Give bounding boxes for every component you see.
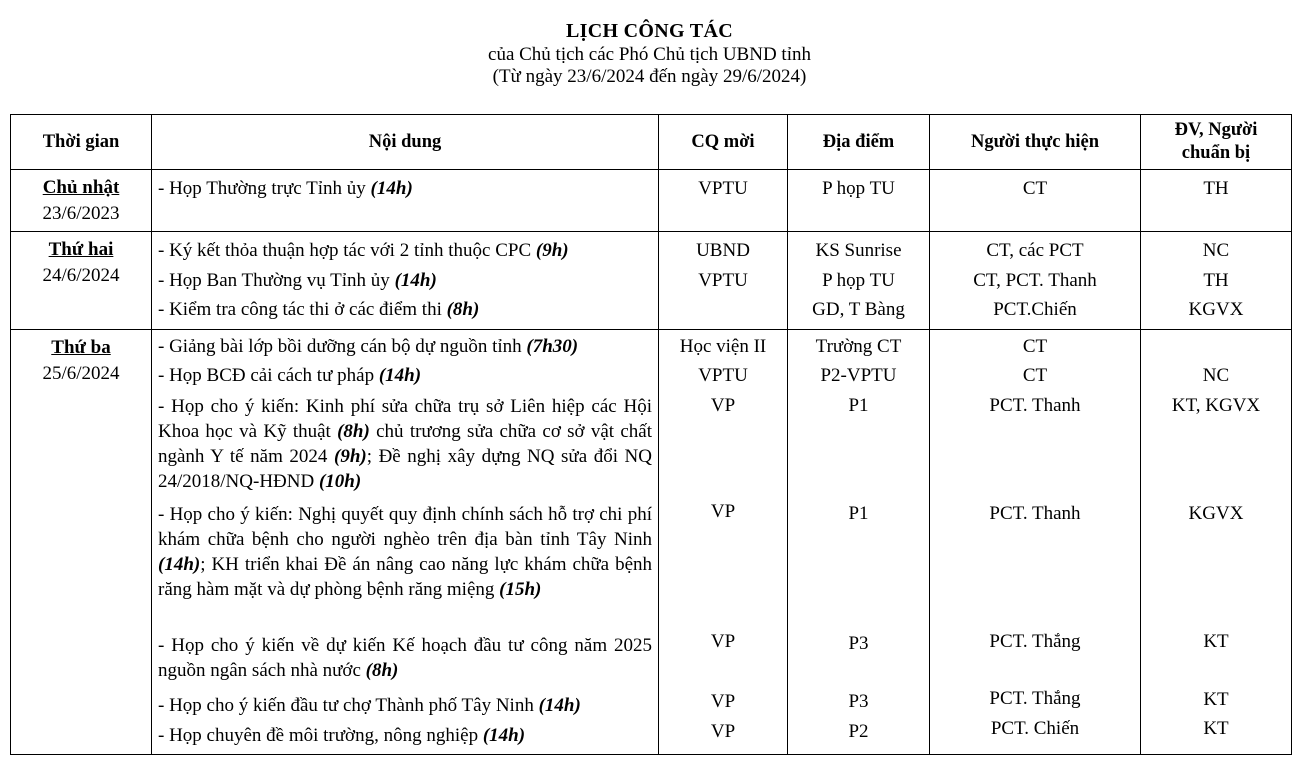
day-cell [11,232,152,330]
col-prep-header-line1: ĐV, Người [1174,120,1258,140]
prep-cell [1141,329,1292,754]
prep-value: KT [1203,717,1229,739]
task-time: (9h) [535,240,569,261]
document-header [0,0,1299,88]
prep-value: NC [1202,240,1230,261]
task-text: - Họp cho ý kiến về dự kiến Kế hoạch đầu tư công năm 2025 nguồn ngân sách nhà nước [158,634,652,681]
col-content-header: Nội dung [152,115,659,170]
prep-value: KGVX [1188,299,1244,320]
prep-value: TH [1203,269,1229,291]
location-value: P họp TU [822,269,895,291]
location-value: P3 [848,632,869,654]
task-text: - Họp cho ý kiến: Nghị quyết quy định chính sách hỗ trợ chi phí khám chữa bệnh cho người nghèo trên địa bàn tỉnh Tây Ninh [158,503,652,550]
task-item [158,266,652,296]
location-value: P họp TU [822,178,895,199]
performer-value: CT, PCT. Thanh [973,269,1097,291]
performer-value: PCT. Thắng [989,687,1081,709]
location-value: GD, T Bàng [812,299,905,320]
location-value: KS Sunrise [815,240,902,261]
inviter-value: VP [710,720,736,742]
inviter-cell [659,232,788,330]
task-time: (10h) [318,470,362,492]
day-name: Thứ ba [51,336,111,358]
document-subtitle: của Chủ tịch các Phó Chủ tịch UBND tỉnh [488,44,811,65]
inviter-value: VPTU [698,365,748,386]
task-item [158,295,652,325]
performer-value: CT, các PCT [986,240,1084,261]
location-value: P2 [848,720,869,742]
location-value: P1 [848,502,869,524]
task-time: (14h) [394,269,437,291]
performer-value: PCT. Chiến [990,717,1080,739]
performer-value: CT [1022,335,1048,357]
task-time: (8h) [365,659,399,681]
col-performer-header: Người thực hiện [930,115,1141,170]
task-text: - Họp Ban Thường vụ Tỉnh ủy [158,269,395,291]
inviter-value [665,295,781,325]
day-date: 25/6/2024 [42,362,120,384]
task-item [158,391,652,499]
col-prep-header-line2: chuẩn bị [1181,143,1251,163]
task-time: (14h) [378,365,422,386]
inviter-value: VP [710,500,736,522]
task-time: (8h) [337,420,370,442]
col-location-header: Địa điểm [788,115,930,170]
prep-value: KT [1203,688,1229,710]
location-value: P2-VPTU [820,365,897,386]
content-cell [152,329,659,754]
performer-value: PCT. Thanh [989,502,1081,524]
prep-value: TH [1203,178,1229,199]
day-row-monday [11,232,1292,330]
task-time: (14h) [158,553,201,575]
task-text: - Họp BCĐ cải cách tư pháp [158,365,379,386]
task-time: (15h) [499,578,542,600]
task-item [158,690,652,720]
task-text: - Họp cho ý kiến đầu tư chợ Thành phố Tây Ninh [158,694,539,716]
inviter-value: Học viện II [679,335,767,357]
day-name: Chủ nhật [42,177,120,198]
prep-value: KT, KGVX [1171,394,1261,416]
performer-cell [930,232,1141,330]
location-cell [788,232,930,330]
task-item [158,720,652,750]
prep-value: NC [1202,365,1230,386]
col-inviter-header: CQ mời [659,115,788,170]
performer-cell [930,170,1141,232]
location-value: Trường CT [815,335,902,357]
task-item [158,499,652,630]
inviter-value: VP [710,630,736,652]
task-text: - Giảng bài lớp bồi dưỡng cán bộ dự nguồn tỉnh [158,335,527,357]
day-date: 23/6/2023 [42,203,120,224]
content-cell [152,170,659,232]
task-item [158,630,652,690]
performer-value: CT [1022,365,1048,386]
task-item [158,174,652,204]
performer-cell [930,329,1141,754]
col-time-header: Thời gian [11,115,152,170]
inviter-value: UBND [696,240,750,261]
location-value: P1 [848,394,869,416]
location-cell [788,170,930,232]
performer-value: PCT. Thanh [989,394,1081,416]
task-item [158,236,652,266]
task-text: - Ký kết thỏa thuận hợp tác với 2 tỉnh thuộc CPC [158,240,536,261]
day-cell [11,170,152,232]
day-row-tuesday [11,329,1292,754]
task-item [158,361,652,391]
day-date: 24/6/2024 [42,265,120,286]
inviter-value: VPTU [698,178,748,199]
task-text: - Họp chuyên đề môi trường, nông nghiệp [158,724,483,746]
prep-value: KT [1203,630,1229,652]
task-item [158,332,652,362]
inviter-cell [659,329,788,754]
location-value: P3 [848,690,869,712]
task-time: (14h) [482,724,526,746]
day-name: Thứ hai [48,239,114,260]
task-time: (9h) [334,445,367,467]
inviter-value: VPTU [698,269,748,291]
date-range: (Từ ngày 23/6/2024 đến ngày 29/6/2024) [492,66,807,87]
document-title: LỊCH CÔNG TÁC [566,20,733,42]
prep-value [1147,332,1285,362]
table-header-row [11,115,1292,170]
task-text: ; KH triển khai Đề án nâng cao năng lực khám chữa bệnh răng hàm mặt và dự phòng bệnh răng miệng [158,553,652,600]
prep-cell [1141,170,1292,232]
task-time: (8h) [446,299,480,320]
inviter-value: VP [710,394,736,416]
performer-value: PCT.Chiến [993,299,1077,320]
task-text: ; Đề nghị xây dựng NQ sửa đổi NQ 24/2018/NQ-HĐND [158,445,652,492]
prep-cell [1141,232,1292,330]
performer-value: CT [1022,178,1048,199]
task-time: (7h30) [526,335,579,357]
day-row-sunday [11,170,1292,232]
task-time: (14h) [538,694,581,716]
day-cell [11,329,152,754]
location-cell [788,329,930,754]
performer-value: PCT. Thắng [989,630,1081,652]
col-prep-header [1141,115,1292,170]
task-time: (14h) [370,178,413,199]
inviter-cell [659,170,788,232]
inviter-value: VP [710,690,736,712]
content-cell [152,232,659,330]
task-text: chủ trương sửa chữa cơ sở vật chất ngành Y tế năm 2024 [158,420,652,467]
task-text: - Họp cho ý kiến: Kinh phí sửa chữa trụ sở Liên hiệp các Hội Khoa học và Kỹ thuật [158,395,652,442]
prep-value: KGVX [1188,502,1244,524]
task-text: - Họp Thường trực Tỉnh ủy [158,178,371,199]
schedule-table [10,114,1292,755]
task-text: - Kiểm tra công tác thi ở các điểm thi [158,299,447,320]
